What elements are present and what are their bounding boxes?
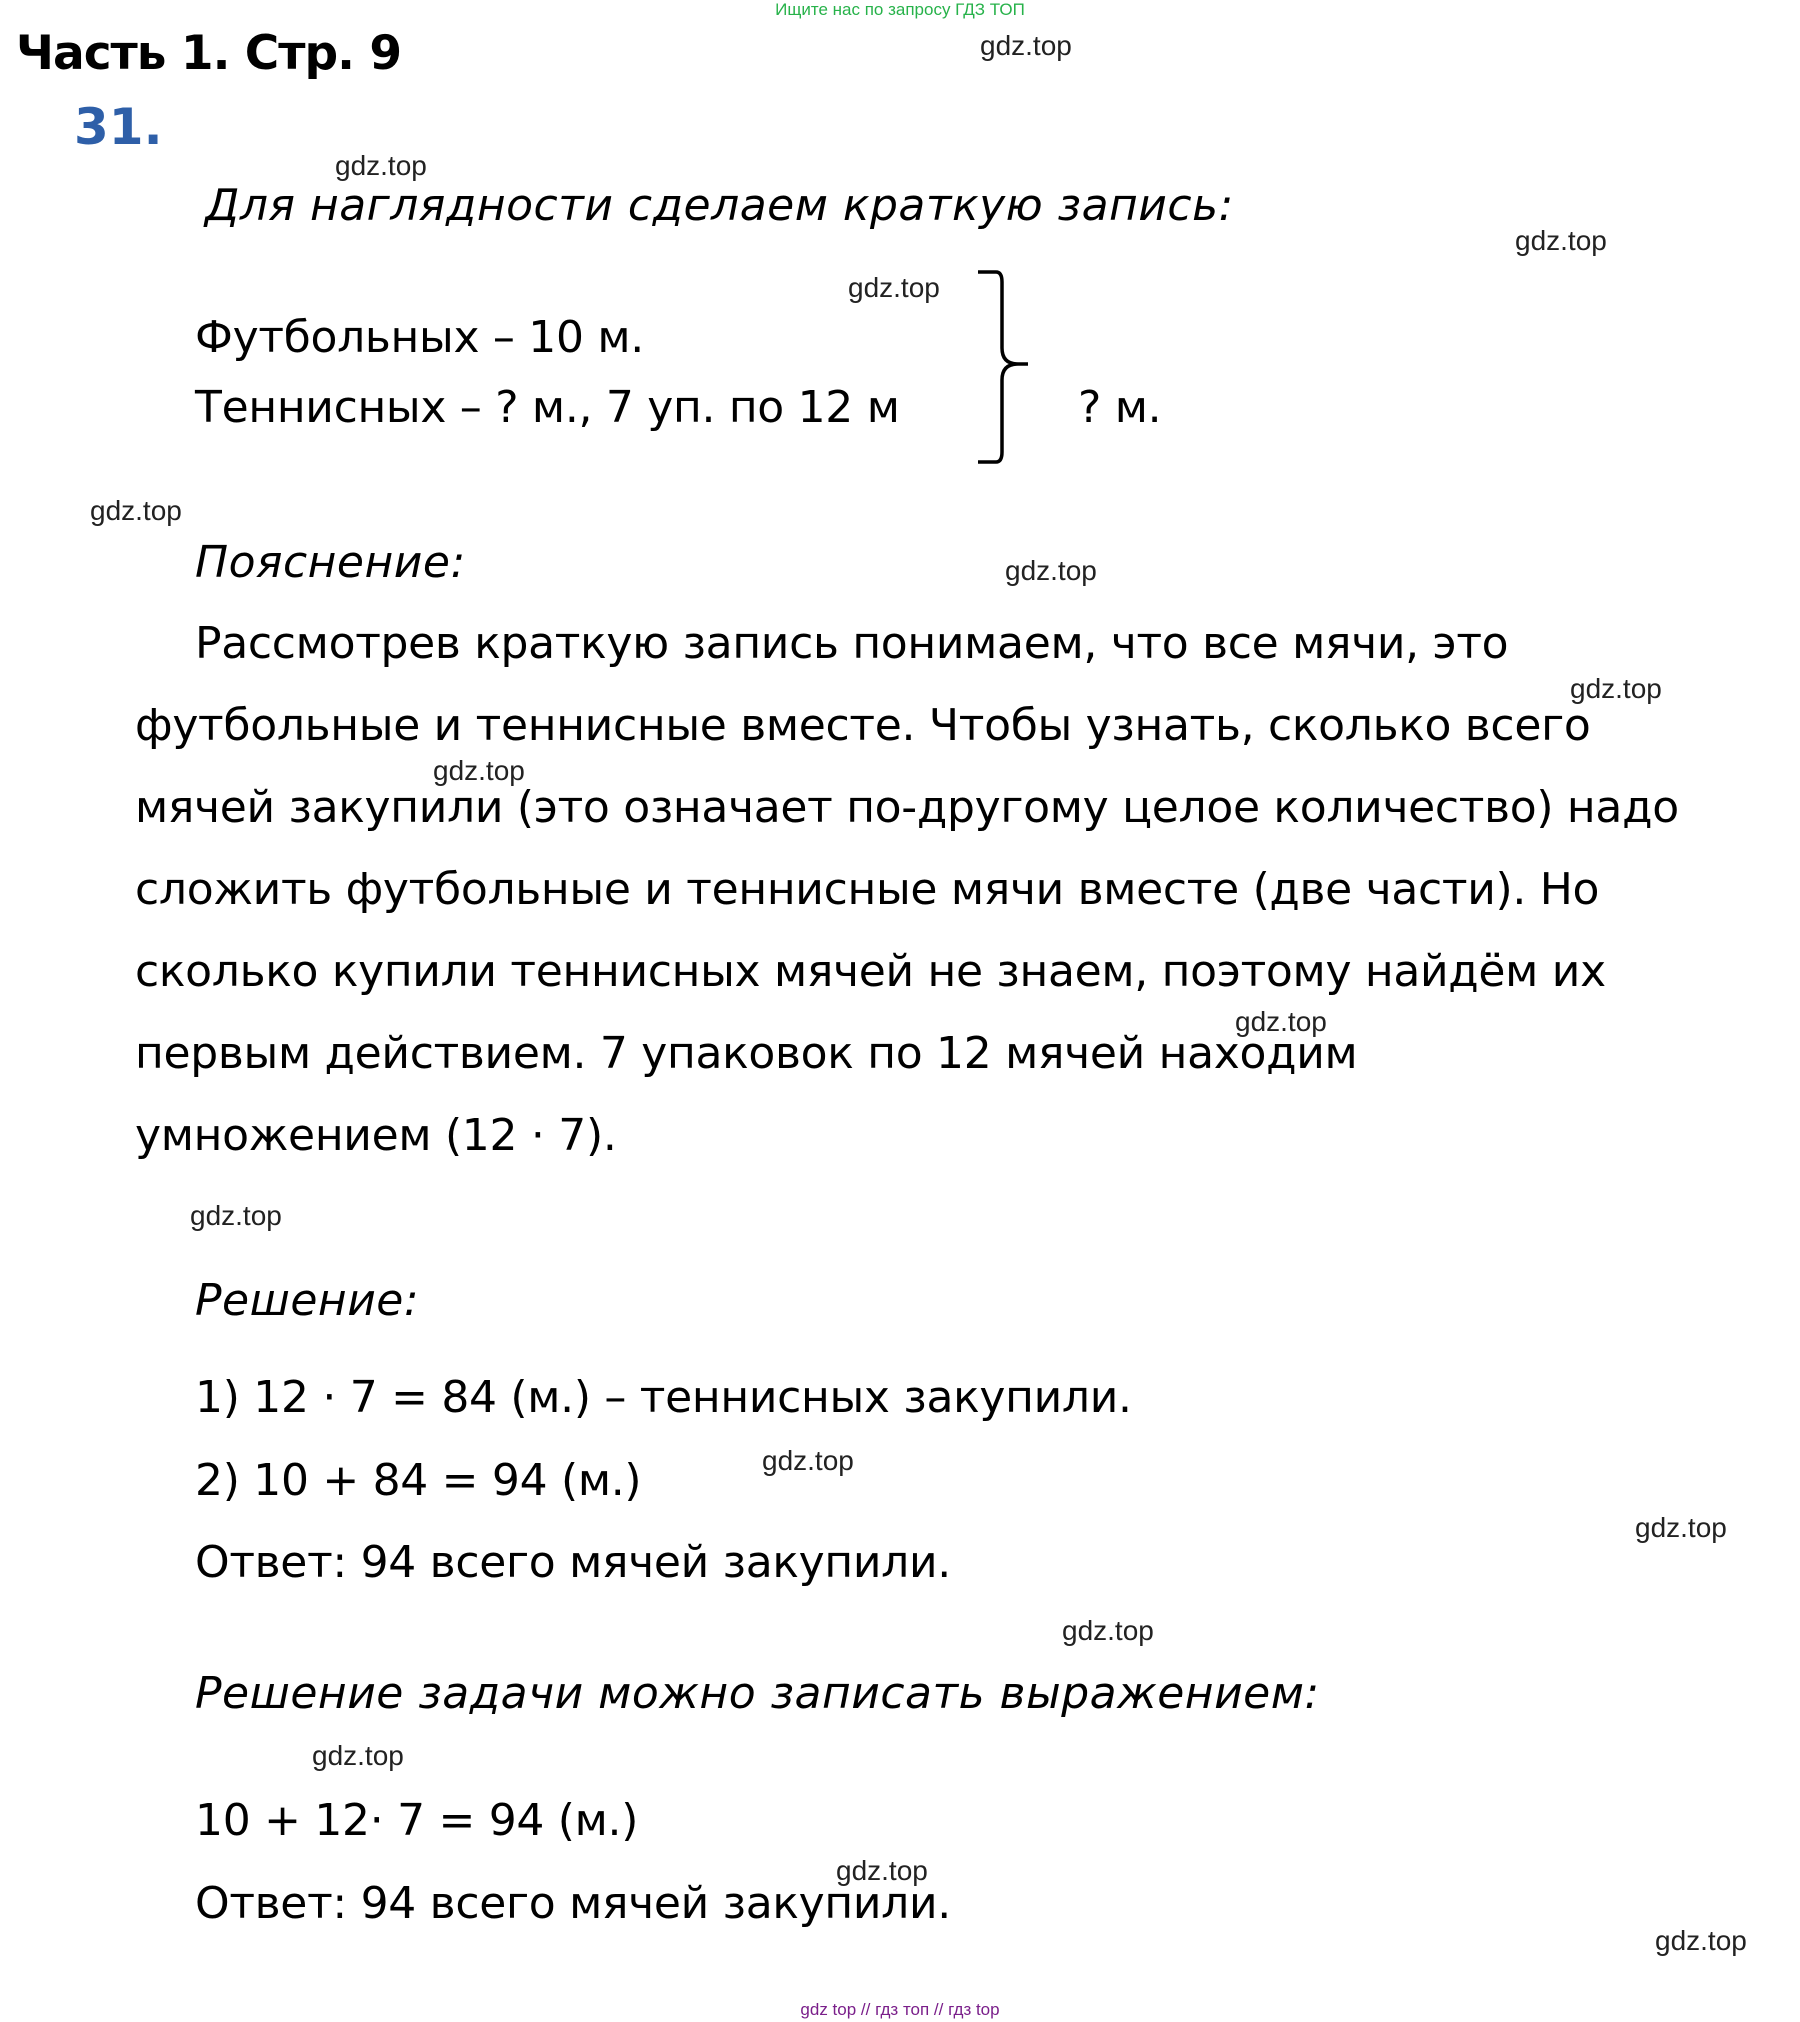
bottom-banner: gdz top // гдз топ // гдз top — [800, 2000, 1000, 2019]
solution-heading: Решение: — [195, 1275, 420, 1326]
watermark: gdz.top — [1515, 225, 1607, 256]
watermark: gdz.top — [762, 1445, 854, 1476]
explanation-heading: Пояснение: — [195, 537, 466, 588]
watermark: gdz.top — [980, 30, 1072, 61]
short-note-heading: Для наглядности сделаем краткую запись: — [205, 180, 1234, 231]
top-banner: Ищите нас по запросу ГДЗ ТОП — [775, 0, 1025, 19]
curly-brace — [970, 268, 1030, 468]
watermark: gdz.top — [1635, 1512, 1727, 1543]
watermark: gdz.top — [433, 755, 525, 786]
task-number: 31. — [74, 98, 163, 156]
watermark: gdz.top — [190, 1200, 282, 1231]
watermark: gdz.top — [836, 1855, 928, 1886]
watermark: gdz.top — [1655, 1925, 1747, 1956]
expression-answer: Ответ: 94 всего мячей закупили. — [195, 1878, 951, 1929]
page-title: Часть 1. Стр. 9 — [16, 26, 402, 81]
short-note-line-tennis: Теннисных – ? м., 7 уп. по 12 м — [195, 382, 900, 433]
short-note-line-football: Футбольных – 10 м. — [195, 312, 644, 363]
explanation-line: умножением (12 · 7). — [135, 1110, 617, 1161]
watermark: gdz.top — [1062, 1615, 1154, 1646]
watermark: gdz.top — [312, 1740, 404, 1771]
watermark: gdz.top — [848, 272, 940, 303]
solution-answer: Ответ: 94 всего мячей закупили. — [195, 1537, 951, 1588]
watermark: gdz.top — [90, 495, 182, 526]
explanation-line: Рассмотрев краткую запись понимаем, что все мячи, это — [195, 618, 1509, 669]
explanation-line: первым действием. 7 упаковок по 12 мячей находим — [135, 1028, 1358, 1079]
watermark: gdz.top — [1570, 673, 1662, 704]
watermark: gdz.top — [335, 150, 427, 181]
expression-heading: Решение задачи можно записать выражением: — [195, 1668, 1320, 1719]
solution-step-1: 1) 12 · 7 = 84 (м.) – теннисных закупили. — [195, 1372, 1132, 1423]
explanation-line: сложить футбольные и теннисные мячи вместе (две части). Но — [135, 864, 1600, 915]
expression-formula: 10 + 12· 7 = 94 (м.) — [195, 1795, 639, 1846]
explanation-line: мячей закупили (это означает по-другому целое количество) надо — [135, 782, 1679, 833]
short-note-total: ? м. — [1078, 382, 1162, 433]
solution-step-2: 2) 10 + 84 = 94 (м.) — [195, 1455, 642, 1506]
explanation-line: футбольные и теннисные вместе. Чтобы узнать, сколько всего — [135, 700, 1591, 751]
watermark: gdz.top — [1005, 555, 1097, 586]
watermark: gdz.top — [1235, 1006, 1327, 1037]
explanation-line: сколько купили теннисных мячей не знаем, поэтому найдём их — [135, 946, 1606, 997]
